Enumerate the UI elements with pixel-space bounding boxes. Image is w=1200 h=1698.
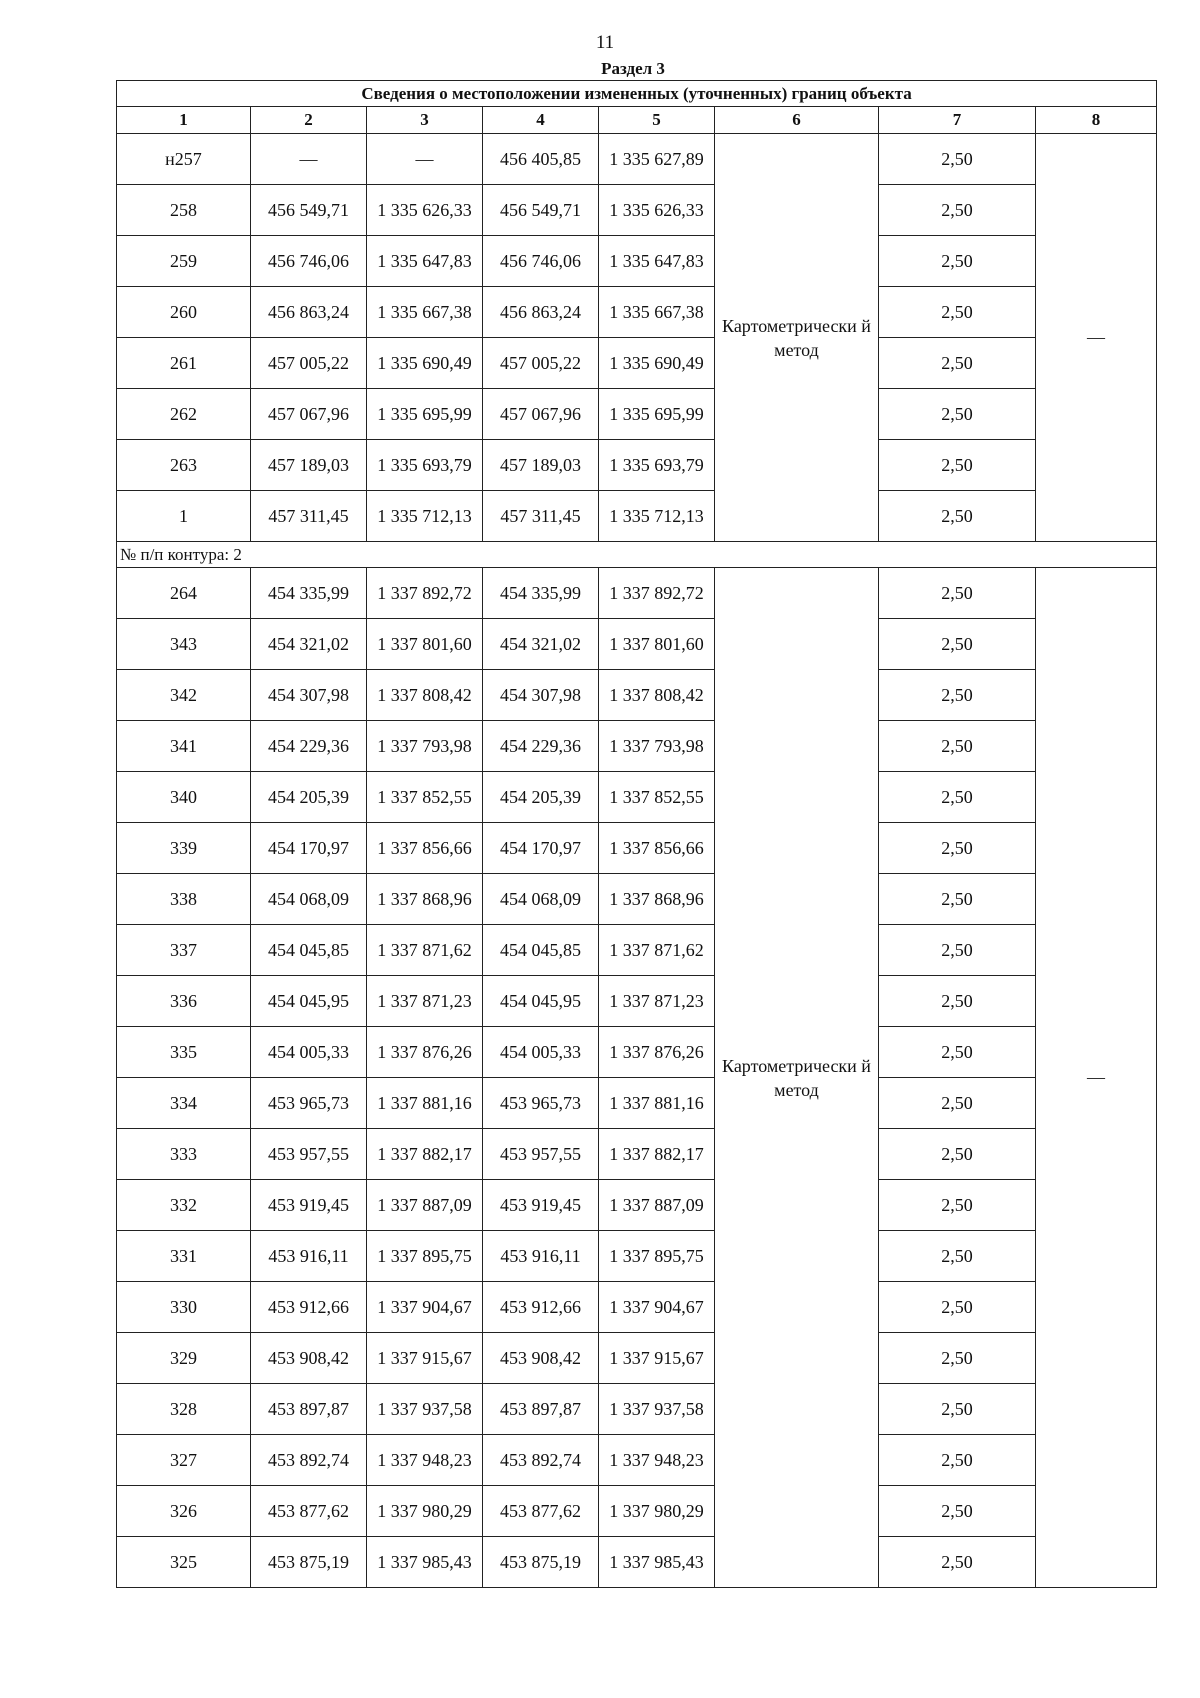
accuracy-cell: 2,50	[879, 1435, 1036, 1486]
table-row	[117, 568, 1157, 619]
existing-y-cell: 1 337 895,75	[367, 1231, 483, 1282]
point-number-cell: 342	[117, 670, 251, 721]
updated-y-cell: 1 335 712,13	[599, 491, 715, 542]
updated-x-cell: 456 549,71	[483, 185, 599, 236]
table-row	[117, 772, 1157, 823]
point-number-cell: 260	[117, 287, 251, 338]
updated-y-cell: 1 337 808,42	[599, 670, 715, 721]
point-number-cell: 332	[117, 1180, 251, 1231]
updated-x-cell: 453 877,62	[483, 1486, 599, 1537]
existing-y-cell: 1 337 915,67	[367, 1333, 483, 1384]
existing-y-cell: 1 337 892,72	[367, 568, 483, 619]
accuracy-cell: 2,50	[879, 670, 1036, 721]
method-cell: Картометрически й метод	[715, 134, 879, 542]
updated-x-cell: 453 875,19	[483, 1537, 599, 1588]
column-number-header: 3	[367, 107, 483, 134]
existing-y-cell: 1 337 793,98	[367, 721, 483, 772]
existing-x-cell: 456 746,06	[251, 236, 367, 287]
existing-x-cell: 453 897,87	[251, 1384, 367, 1435]
table-row	[117, 1129, 1157, 1180]
updated-y-cell: 1 337 904,67	[599, 1282, 715, 1333]
table-caption: Сведения о местоположении измененных (уточненных) границ объекта	[117, 81, 1157, 107]
table-caption-row	[117, 81, 1157, 107]
updated-y-cell: 1 337 856,66	[599, 823, 715, 874]
existing-x-cell: 454 045,85	[251, 925, 367, 976]
point-number-cell: 337	[117, 925, 251, 976]
existing-x-cell: 457 189,03	[251, 440, 367, 491]
point-number-cell: 335	[117, 1027, 251, 1078]
existing-y-cell: 1 337 871,23	[367, 976, 483, 1027]
updated-y-cell: 1 337 871,23	[599, 976, 715, 1027]
accuracy-cell: 2,50	[879, 491, 1036, 542]
point-number-cell: 258	[117, 185, 251, 236]
existing-y-cell: 1 335 667,38	[367, 287, 483, 338]
accuracy-cell: 2,50	[879, 1486, 1036, 1537]
point-number-cell: 340	[117, 772, 251, 823]
table-row	[117, 1486, 1157, 1537]
table-row	[117, 670, 1157, 721]
accuracy-cell: 2,50	[879, 1078, 1036, 1129]
updated-x-cell: 456 746,06	[483, 236, 599, 287]
updated-y-cell: 1 337 881,16	[599, 1078, 715, 1129]
existing-x-cell: 454 335,99	[251, 568, 367, 619]
accuracy-cell: 2,50	[879, 1537, 1036, 1588]
existing-x-cell: 453 916,11	[251, 1231, 367, 1282]
table-row	[117, 1027, 1157, 1078]
table-row	[117, 1537, 1157, 1588]
column-number-header: 5	[599, 107, 715, 134]
updated-x-cell: 457 067,96	[483, 389, 599, 440]
table-row	[117, 1282, 1157, 1333]
existing-x-cell: —	[251, 134, 367, 185]
updated-y-cell: 1 335 690,49	[599, 338, 715, 389]
updated-y-cell: 1 337 948,23	[599, 1435, 715, 1486]
point-number-cell: 259	[117, 236, 251, 287]
accuracy-cell: 2,50	[879, 976, 1036, 1027]
table-row	[117, 823, 1157, 874]
accuracy-cell: 2,50	[879, 772, 1036, 823]
point-number-cell: 329	[117, 1333, 251, 1384]
updated-x-cell: 453 957,55	[483, 1129, 599, 1180]
updated-x-cell: 454 005,33	[483, 1027, 599, 1078]
existing-y-cell: 1 335 695,99	[367, 389, 483, 440]
point-number-cell: 325	[117, 1537, 251, 1588]
updated-x-cell: 453 897,87	[483, 1384, 599, 1435]
existing-y-cell: 1 337 980,29	[367, 1486, 483, 1537]
updated-x-cell: 453 892,74	[483, 1435, 599, 1486]
point-number-cell: 333	[117, 1129, 251, 1180]
accuracy-cell: 2,50	[879, 1129, 1036, 1180]
boundary-coordinates-table	[116, 80, 1157, 1588]
column-number-row	[117, 107, 1157, 134]
point-number-cell: 326	[117, 1486, 251, 1537]
column-number-header: 4	[483, 107, 599, 134]
existing-y-cell: 1 337 904,67	[367, 1282, 483, 1333]
existing-y-cell: 1 337 801,60	[367, 619, 483, 670]
existing-x-cell: 453 908,42	[251, 1333, 367, 1384]
method-cell: Картометрически й метод	[715, 568, 879, 1588]
note-cell: —	[1036, 134, 1157, 542]
table-row	[117, 440, 1157, 491]
page-number: 11	[595, 32, 615, 53]
accuracy-cell: 2,50	[879, 925, 1036, 976]
existing-y-cell: 1 335 690,49	[367, 338, 483, 389]
accuracy-cell: 2,50	[879, 568, 1036, 619]
updated-x-cell: 456 405,85	[483, 134, 599, 185]
existing-y-cell: 1 337 937,58	[367, 1384, 483, 1435]
accuracy-cell: 2,50	[879, 1027, 1036, 1078]
updated-x-cell: 454 045,85	[483, 925, 599, 976]
point-number-cell: 264	[117, 568, 251, 619]
existing-x-cell: 454 205,39	[251, 772, 367, 823]
existing-y-cell: 1 335 647,83	[367, 236, 483, 287]
existing-y-cell: —	[367, 134, 483, 185]
updated-y-cell: 1 337 882,17	[599, 1129, 715, 1180]
existing-y-cell: 1 337 868,96	[367, 874, 483, 925]
updated-y-cell: 1 335 667,38	[599, 287, 715, 338]
updated-y-cell: 1 335 647,83	[599, 236, 715, 287]
existing-y-cell: 1 337 808,42	[367, 670, 483, 721]
updated-y-cell: 1 335 627,89	[599, 134, 715, 185]
table-row	[117, 1435, 1157, 1486]
updated-y-cell: 1 337 895,75	[599, 1231, 715, 1282]
accuracy-cell: 2,50	[879, 389, 1036, 440]
point-number-cell: 336	[117, 976, 251, 1027]
existing-x-cell: 454 307,98	[251, 670, 367, 721]
existing-y-cell: 1 337 871,62	[367, 925, 483, 976]
column-number-header: 7	[879, 107, 1036, 134]
existing-y-cell: 1 335 626,33	[367, 185, 483, 236]
existing-x-cell: 453 957,55	[251, 1129, 367, 1180]
existing-x-cell: 453 965,73	[251, 1078, 367, 1129]
existing-y-cell: 1 337 887,09	[367, 1180, 483, 1231]
contour-label-row	[117, 542, 1157, 568]
updated-x-cell: 454 307,98	[483, 670, 599, 721]
existing-x-cell: 453 919,45	[251, 1180, 367, 1231]
table-row	[117, 185, 1157, 236]
note-cell: —	[1036, 568, 1157, 1588]
existing-x-cell: 454 170,97	[251, 823, 367, 874]
table-row	[117, 1078, 1157, 1129]
table-row	[117, 1384, 1157, 1435]
point-number-cell: 339	[117, 823, 251, 874]
updated-y-cell: 1 337 793,98	[599, 721, 715, 772]
updated-y-cell: 1 337 980,29	[599, 1486, 715, 1537]
updated-y-cell: 1 337 852,55	[599, 772, 715, 823]
existing-x-cell: 454 005,33	[251, 1027, 367, 1078]
accuracy-cell: 2,50	[879, 1333, 1036, 1384]
updated-x-cell: 454 229,36	[483, 721, 599, 772]
updated-y-cell: 1 335 693,79	[599, 440, 715, 491]
column-number-header: 1	[117, 107, 251, 134]
updated-y-cell: 1 337 892,72	[599, 568, 715, 619]
updated-x-cell: 454 068,09	[483, 874, 599, 925]
updated-x-cell: 453 916,11	[483, 1231, 599, 1282]
updated-x-cell: 457 311,45	[483, 491, 599, 542]
point-number-cell: 334	[117, 1078, 251, 1129]
accuracy-cell: 2,50	[879, 619, 1036, 670]
existing-y-cell: 1 337 876,26	[367, 1027, 483, 1078]
existing-x-cell: 457 067,96	[251, 389, 367, 440]
existing-y-cell: 1 337 882,17	[367, 1129, 483, 1180]
accuracy-cell: 2,50	[879, 1384, 1036, 1435]
existing-x-cell: 453 875,19	[251, 1537, 367, 1588]
table-row	[117, 1333, 1157, 1384]
existing-y-cell: 1 335 712,13	[367, 491, 483, 542]
point-number-cell: 261	[117, 338, 251, 389]
existing-x-cell: 453 877,62	[251, 1486, 367, 1537]
updated-x-cell: 453 919,45	[483, 1180, 599, 1231]
updated-x-cell: 454 170,97	[483, 823, 599, 874]
accuracy-cell: 2,50	[879, 1282, 1036, 1333]
existing-y-cell: 1 337 948,23	[367, 1435, 483, 1486]
updated-y-cell: 1 335 695,99	[599, 389, 715, 440]
accuracy-cell: 2,50	[879, 287, 1036, 338]
updated-x-cell: 456 863,24	[483, 287, 599, 338]
updated-x-cell: 453 912,66	[483, 1282, 599, 1333]
accuracy-cell: 2,50	[879, 440, 1036, 491]
existing-x-cell: 454 229,36	[251, 721, 367, 772]
existing-y-cell: 1 337 856,66	[367, 823, 483, 874]
table-row	[117, 338, 1157, 389]
table-row	[117, 491, 1157, 542]
updated-y-cell: 1 337 876,26	[599, 1027, 715, 1078]
section-title: Раздел 3	[601, 59, 665, 78]
table-row	[117, 236, 1157, 287]
updated-y-cell: 1 337 937,58	[599, 1384, 715, 1435]
accuracy-cell: 2,50	[879, 823, 1036, 874]
table-row	[117, 287, 1157, 338]
updated-x-cell: 454 205,39	[483, 772, 599, 823]
accuracy-cell: 2,50	[879, 185, 1036, 236]
accuracy-cell: 2,50	[879, 1231, 1036, 1282]
updated-y-cell: 1 337 915,67	[599, 1333, 715, 1384]
updated-y-cell: 1 337 801,60	[599, 619, 715, 670]
accuracy-cell: 2,50	[879, 1180, 1036, 1231]
table-row	[117, 1231, 1157, 1282]
accuracy-cell: 2,50	[879, 338, 1036, 389]
existing-x-cell: 454 321,02	[251, 619, 367, 670]
updated-y-cell: 1 337 985,43	[599, 1537, 715, 1588]
updated-x-cell: 454 045,95	[483, 976, 599, 1027]
column-number-header: 2	[251, 107, 367, 134]
point-number-cell: 1	[117, 491, 251, 542]
updated-x-cell: 454 335,99	[483, 568, 599, 619]
accuracy-cell: 2,50	[879, 874, 1036, 925]
updated-y-cell: 1 335 626,33	[599, 185, 715, 236]
point-number-cell: н257	[117, 134, 251, 185]
column-number-header: 8	[1036, 107, 1157, 134]
existing-y-cell: 1 337 881,16	[367, 1078, 483, 1129]
table-row	[117, 976, 1157, 1027]
updated-x-cell: 457 189,03	[483, 440, 599, 491]
existing-x-cell: 457 311,45	[251, 491, 367, 542]
updated-y-cell: 1 337 887,09	[599, 1180, 715, 1231]
updated-y-cell: 1 337 868,96	[599, 874, 715, 925]
table-row	[117, 874, 1157, 925]
table-row	[117, 619, 1157, 670]
updated-x-cell: 453 908,42	[483, 1333, 599, 1384]
table-row	[117, 134, 1157, 185]
point-number-cell: 327	[117, 1435, 251, 1486]
table-row	[117, 1180, 1157, 1231]
point-number-cell: 338	[117, 874, 251, 925]
existing-x-cell: 454 045,95	[251, 976, 367, 1027]
existing-x-cell: 457 005,22	[251, 338, 367, 389]
existing-y-cell: 1 335 693,79	[367, 440, 483, 491]
existing-x-cell: 456 549,71	[251, 185, 367, 236]
point-number-cell: 328	[117, 1384, 251, 1435]
contour-label: № п/п контура: 2	[117, 542, 1157, 568]
point-number-cell: 262	[117, 389, 251, 440]
table-row	[117, 925, 1157, 976]
table-row	[117, 721, 1157, 772]
updated-x-cell: 454 321,02	[483, 619, 599, 670]
point-number-cell: 343	[117, 619, 251, 670]
existing-y-cell: 1 337 985,43	[367, 1537, 483, 1588]
column-number-header: 6	[715, 107, 879, 134]
accuracy-cell: 2,50	[879, 236, 1036, 287]
table-body	[117, 81, 1157, 1588]
point-number-cell: 331	[117, 1231, 251, 1282]
existing-x-cell: 456 863,24	[251, 287, 367, 338]
existing-y-cell: 1 337 852,55	[367, 772, 483, 823]
point-number-cell: 263	[117, 440, 251, 491]
existing-x-cell: 453 912,66	[251, 1282, 367, 1333]
updated-x-cell: 457 005,22	[483, 338, 599, 389]
point-number-cell: 330	[117, 1282, 251, 1333]
accuracy-cell: 2,50	[879, 134, 1036, 185]
existing-x-cell: 453 892,74	[251, 1435, 367, 1486]
existing-x-cell: 454 068,09	[251, 874, 367, 925]
table-row	[117, 389, 1157, 440]
point-number-cell: 341	[117, 721, 251, 772]
updated-y-cell: 1 337 871,62	[599, 925, 715, 976]
updated-x-cell: 453 965,73	[483, 1078, 599, 1129]
accuracy-cell: 2,50	[879, 721, 1036, 772]
